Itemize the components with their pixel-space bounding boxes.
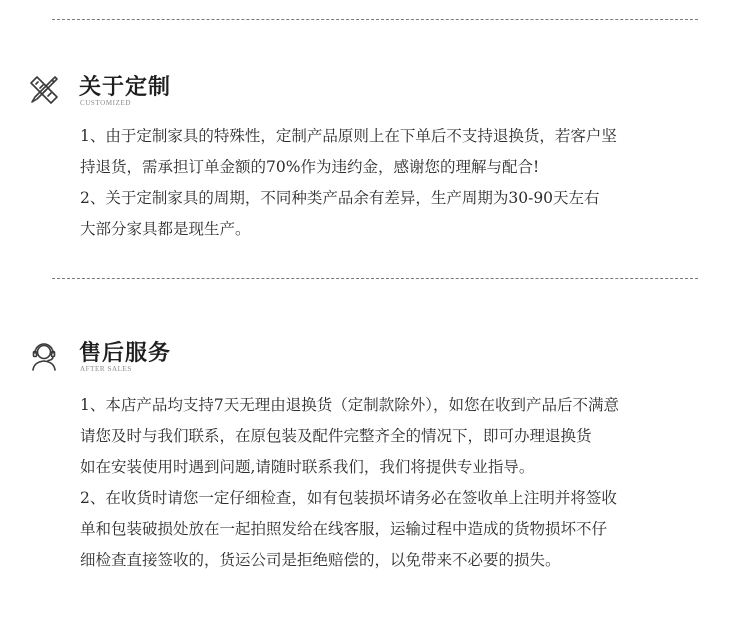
divider-middle — [52, 278, 698, 279]
text-line: 1、由于定制家具的特殊性，定制产品原则上在下单后不支持退换货，若客户坚 — [80, 127, 617, 145]
customer-service-icon — [28, 340, 60, 372]
section-title-after-sales: 售后服务 — [79, 340, 172, 366]
text-line: 细检查直接签收的，货运公司是拒绝赔偿的，以免带来不必要的损失。 — [80, 551, 561, 569]
text-line: 1、本店产品均支持7天无理由退换货（定制款除外），如您在收到产品后不满意 — [80, 396, 619, 414]
text-line: 持退货，需承担订单金额的70%作为违约金，感谢您的理解与配合! — [80, 158, 540, 176]
text-line: 请您及时与我们联系，在原包装及配件完整齐全的情况下，即可办理退换货 — [80, 427, 592, 445]
text-line: 2、关于定制家具的周期，不同种类产品余有差异，生产周期为30-90天左右 — [80, 189, 600, 207]
divider-top — [52, 19, 698, 20]
text-line: 单和包装破损处放在一起拍照发给在线客服，运输过程中造成的货物损坏不仔 — [80, 520, 608, 538]
text-line: 如在安装使用时遇到问题,请随时联系我们，我们将提供专业指导。 — [80, 458, 535, 476]
customized-text-block — [80, 121, 617, 245]
section-title-customized: 关于定制 — [79, 74, 172, 100]
pencil-ruler-icon — [28, 74, 60, 106]
after-sales-text-block — [80, 390, 619, 576]
section-subtitle-after-sales: AFTER SALES — [80, 365, 132, 373]
text-line: 大部分家具都是现生产。 — [80, 220, 251, 238]
section-subtitle-customized: CUSTOMIZED — [80, 99, 131, 107]
text-line: 2、在收货时请您一定仔细检查，如有包装损坏请务必在签收单上注明并将签收 — [80, 489, 617, 507]
